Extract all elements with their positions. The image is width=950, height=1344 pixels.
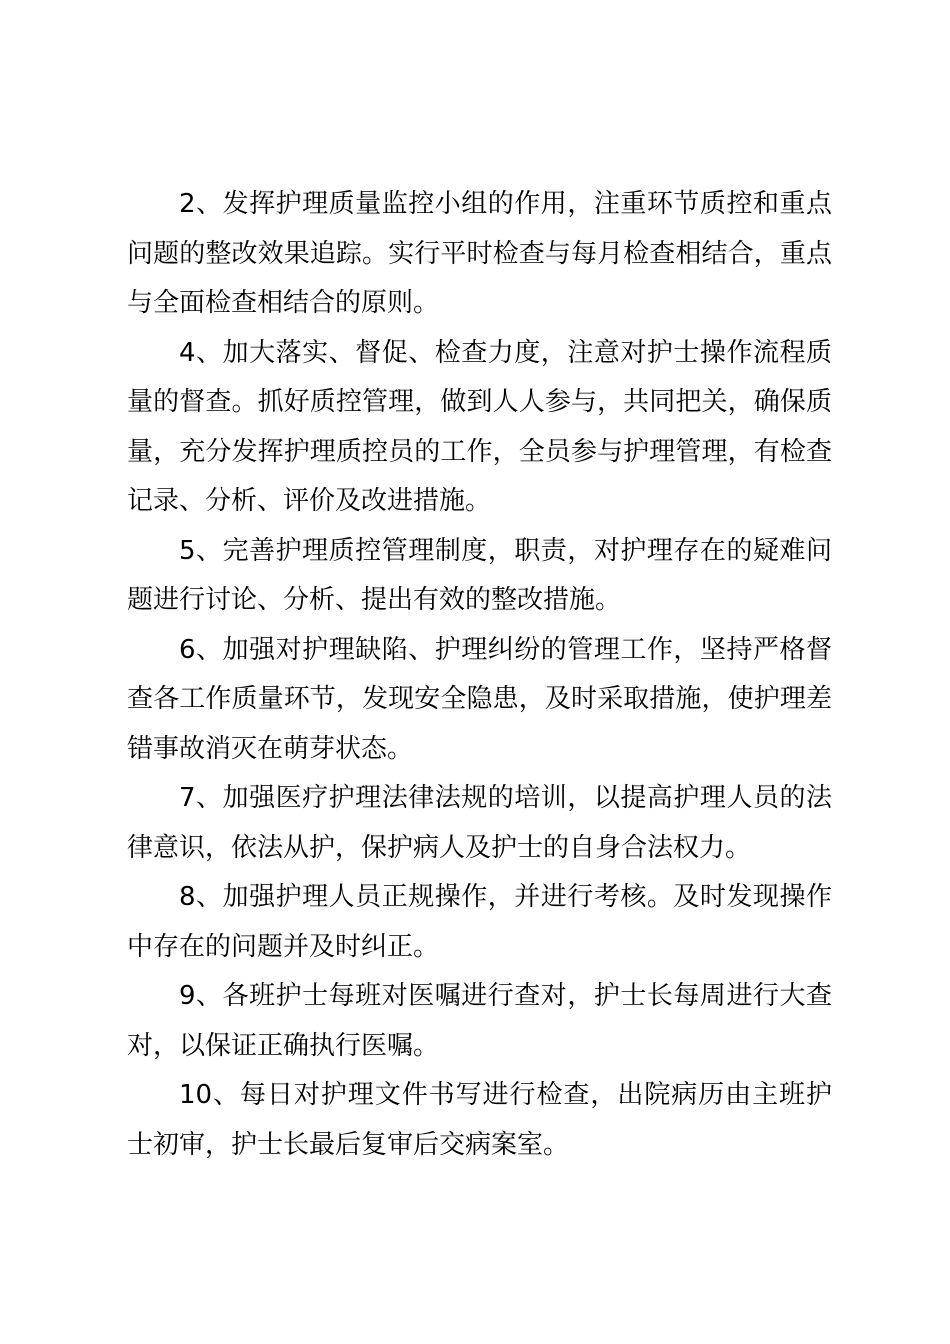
- document-body: [127, 180, 832, 1170]
- paragraph-item-9: 9、各班护士每班对医嘱进行查对，护士长每周进行大查对，以保证正确执行医嘱。: [127, 981, 832, 1061]
- paragraph-item-8: 8、加强护理人员正规操作，并进行考核。及时发现操作中存在的问题并及时纠正。: [127, 882, 832, 962]
- paragraph-item-7: 7、加强医疗护理法律法规的培训，以提高护理人员的法律意识，依法从护，保护病人及护士的自身合法权力。: [127, 783, 832, 863]
- paragraph-item-10: 10、每日对护理文件书写进行检查，出院病历由主班护士初审，护士长最后复审后交病案室。: [127, 1080, 832, 1160]
- paragraph-item-4: 4、加大落实、督促、检查力度，注意对护士操作流程质量的督查。抓好质控管理，做到人人参与，共同把关，确保质量，充分发挥护理质控员的工作，全员参与护理管理，有检查记录、分析、评价及改进措施。: [127, 337, 832, 516]
- paragraph-item-2: 2、发挥护理质量监控小组的作用，注重环节质控和重点问题的整改效果追踪。实行平时检查与每月检查相结合，重点与全面检查相结合的原则。: [127, 189, 832, 318]
- paragraph-item-6: 6、加强对护理缺陷、护理纠纷的管理工作，坚持严格督查各工作质量环节，发现安全隐患，及时采取措施，使护理差错事故消灭在萌芽状态。: [127, 634, 832, 764]
- paragraph-item-5: 5、完善护理质控管理制度，职责，对护理存在的疑难问题进行讨论、分析、提出有效的整改措施。: [127, 535, 832, 615]
